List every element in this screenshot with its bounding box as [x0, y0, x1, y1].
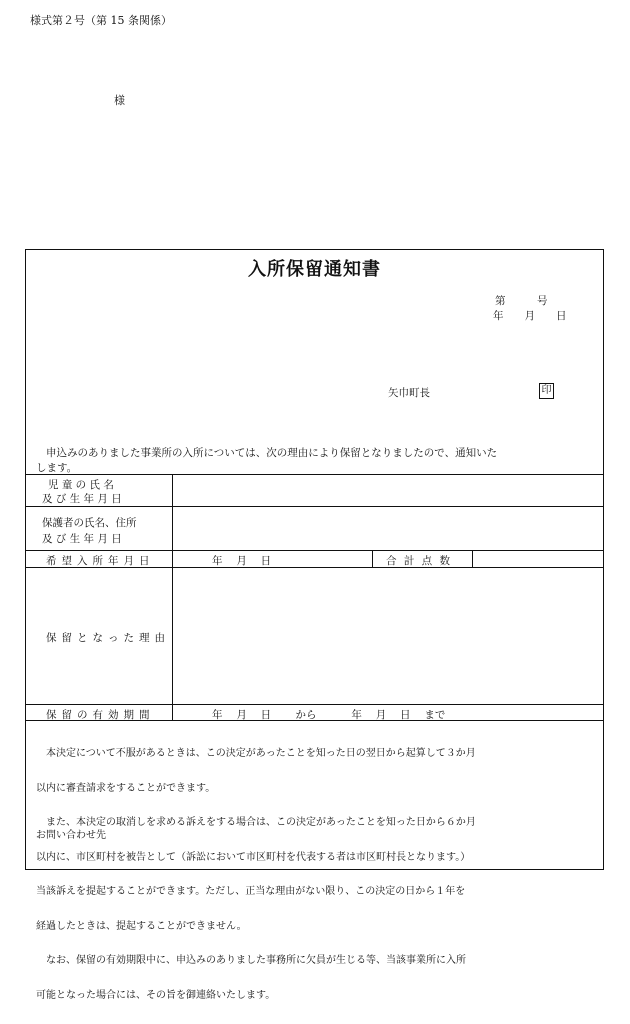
validity-period-value: 年 月 日 から 年 月 日 まで — [212, 709, 446, 721]
issue-date: 年 月 日 — [493, 310, 567, 322]
guardian-label-line1: 保護者の氏名、住所 — [42, 517, 137, 529]
validity-period-label: 保留の有効期間 — [46, 709, 155, 721]
table-column-divider — [472, 550, 473, 567]
note-line: 以内に審査請求をすることができます。 — [36, 782, 216, 794]
total-points-label: 合 計 点 数 — [386, 555, 453, 567]
notice-frame — [25, 249, 604, 1001]
table-row-divider — [26, 704, 603, 705]
note-line: 経過したときは、提起することができません。 — [36, 920, 247, 932]
issuer-name: 矢巾町長 — [388, 387, 430, 399]
reason-label: 保留となった理由 — [46, 632, 170, 644]
child-name-label-line2: 及 び 生 年 月 日 — [42, 493, 122, 505]
form-number-label: 様式第２号（第 15 条関係） — [30, 14, 172, 27]
inquiry-contact-label: お問い合わせ先 — [36, 830, 106, 841]
table-top-border — [26, 474, 603, 475]
guardian-label-line2: 及 び 生 年 月 日 — [42, 533, 122, 545]
table-column-divider — [372, 550, 373, 567]
table-row-divider — [26, 506, 603, 507]
document-number: 第 号 — [495, 295, 548, 307]
note-line: また、本決定の取消しを求める訴えをする場合は、この決定があったことを知った日から６か月 — [36, 817, 476, 828]
table-label-column-divider — [172, 474, 173, 720]
appeal-notes — [36, 725, 476, 1024]
note-line: 本決定について不服があるときは、この決定があったことを知った日の翌日から起算して３か月 — [36, 748, 476, 759]
note-line: なお、保留の有効期限中に、申込みのありました事務所に欠員が生じる等、当該事業所に入所 — [36, 955, 466, 966]
note-line: 可能となった場合には、その旨を御連絡いたします。 — [36, 989, 276, 1001]
desired-date-value: 年 月 日 — [212, 555, 272, 567]
intro-text-line2: します。 — [36, 462, 78, 474]
document-title: 入所保留通知書 — [248, 259, 381, 280]
intro-text-line1: 申込みのありました事業所の入所については、次の理由により保留となりましたので、通知いた — [46, 447, 498, 459]
desired-date-label: 希望入所年月日 — [46, 555, 155, 567]
note-line: 当該訴えを提起することができます。ただし、正当な理由がない限り、この決定の日から１年を — [36, 886, 466, 897]
note-line: 以内に、市区町村を被告として（訴訟において市区町村を代表する者は市区町村長となります。） — [36, 851, 471, 863]
addressee-suffix: 様 — [114, 94, 125, 107]
seal-mark: 印 — [539, 383, 554, 399]
table-row-divider — [26, 550, 603, 551]
child-name-label-line1: 児 童 の 氏 名 — [48, 479, 114, 491]
